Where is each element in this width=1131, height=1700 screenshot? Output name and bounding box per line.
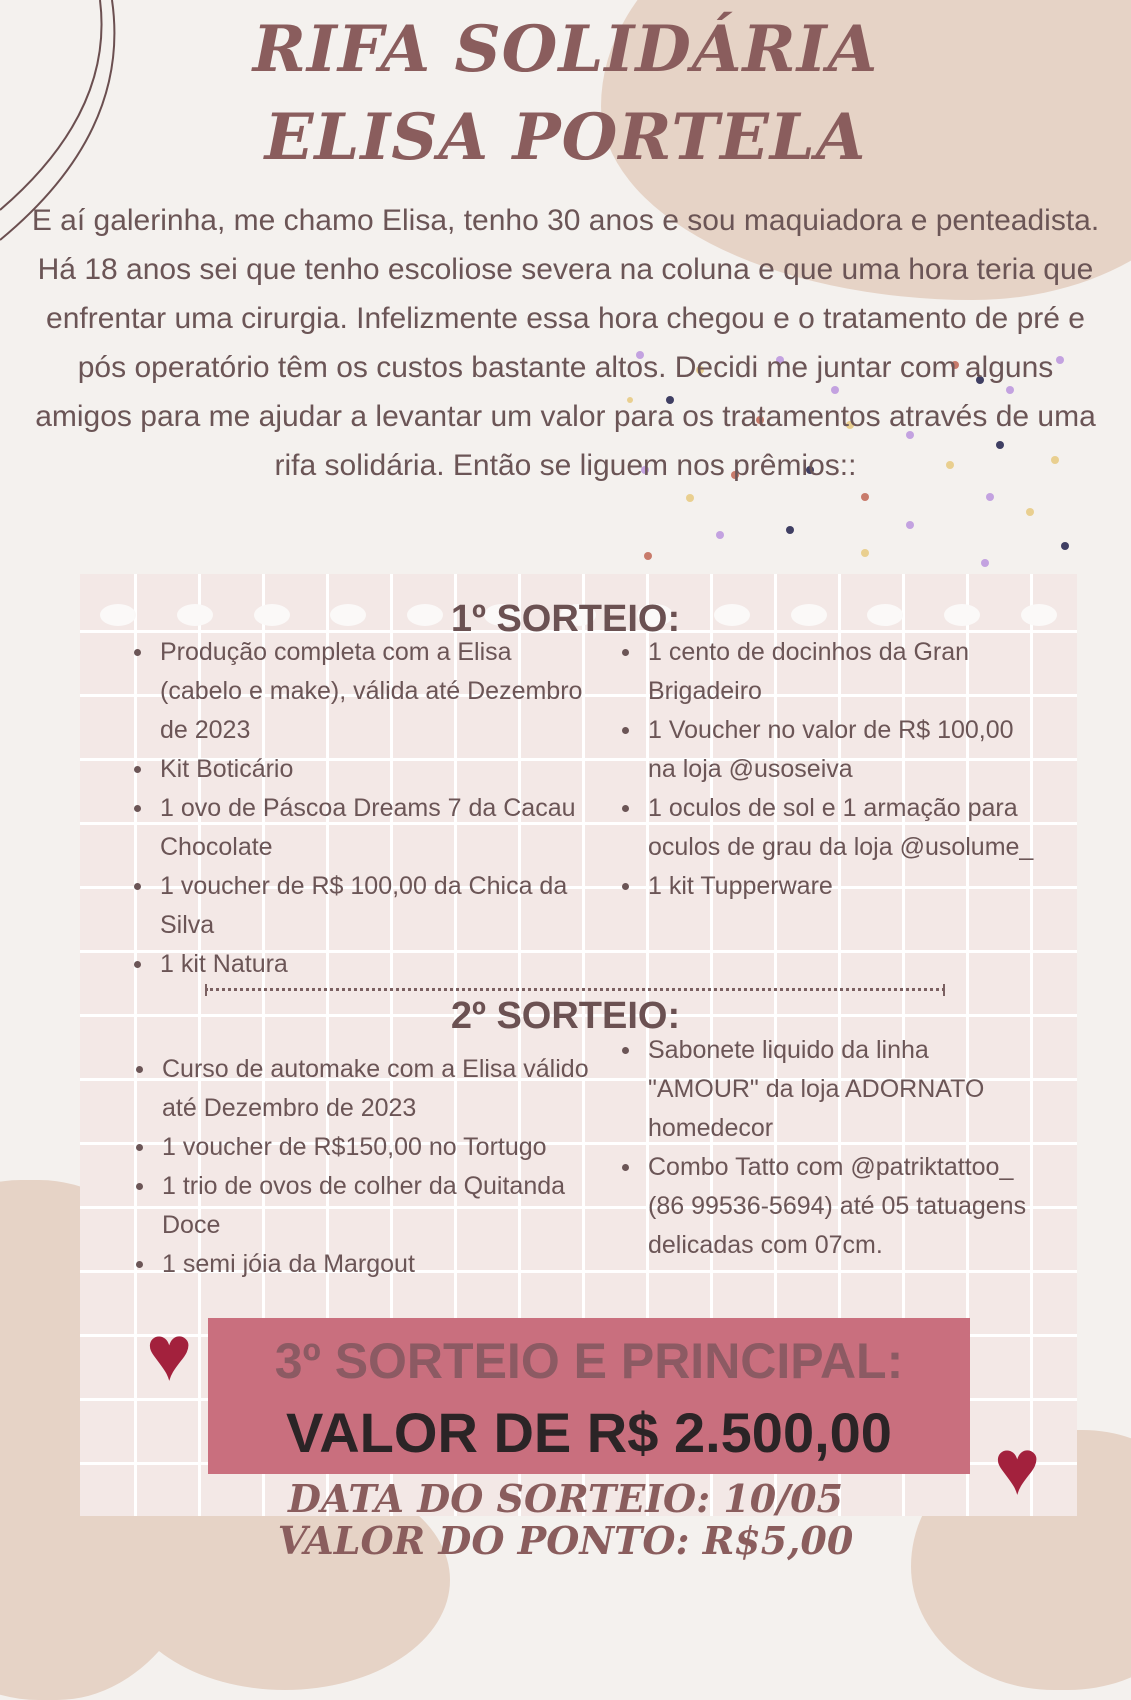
- draw-2-title: 2º SORTEIO:: [450, 995, 681, 1037]
- prize-item: 1 trio de ovos de colher da Quitanda Doce: [162, 1167, 607, 1245]
- prize-item: Sabonete liquido da linha "AMOUR" da loja ADORNATO homedecor: [648, 1031, 1043, 1148]
- prize-item: Kit Boticário: [160, 750, 590, 789]
- draw-1-title: 1º SORTEIO:: [450, 598, 681, 640]
- intro-paragraph: E aí galerinha, me chamo Elisa, tenho 30 anos e sou maquiadora e penteadista. Há 18 anos sei que tenho escoliose severa na coluna e que uma hora teria que enfrentar uma cirurgia. Infelizmente essa hora chegou e o tratamento de pré e pós operatório têm os custos bastante altos. Decidi me juntar com alguns amigos para me ajudar a levantar um valor para os tratamentos através de uma rifa solidária. Então se liguem nos prêmios::: [31, 204, 1100, 482]
- draw-3-title: 3º SORTEIO E PRINCIPAL:: [274, 1333, 904, 1389]
- heart-icon: ♥: [146, 1309, 193, 1397]
- prize-item: 1 cento de docinhos da Gran Brigadeiro: [648, 633, 1043, 711]
- prize-item: 1 oculos de sol e 1 armação para oculos de grau da loja @usolume_: [648, 789, 1043, 867]
- draw-1-prizes-right: [648, 633, 1043, 906]
- prize-item: Combo Tatto com @patriktattoo_ (86 99536-5694) até 05 tatuagens delicadas com 07cm.: [648, 1148, 1043, 1265]
- main-prize-box: [208, 1318, 970, 1474]
- prize-item: 1 voucher de R$ 100,00 da Chica da Silva: [160, 867, 590, 945]
- dotted-divider: [205, 988, 945, 991]
- prize-item: 1 voucher de R$150,00 no Tortugo: [162, 1128, 607, 1167]
- page-title-line-2: ELISA PORTELA: [264, 100, 867, 175]
- prize-item: 1 kit Tupperware: [648, 867, 1043, 906]
- page-title-line-1: RIFA SOLIDÁRIA: [252, 12, 879, 87]
- draw-2-prizes-right: [648, 1031, 1043, 1265]
- draw-date: DATA DO SORTEIO: 10/05: [287, 1476, 844, 1521]
- prize-item: 1 kit Natura: [160, 945, 590, 984]
- prize-item: Curso de automake com a Elisa válido até Dezembro de 2023: [162, 1050, 607, 1128]
- heart-icon: ♥: [994, 1423, 1041, 1511]
- ticket-price: VALOR DO PONTO: R$5,00: [277, 1518, 854, 1563]
- main-prize-value: VALOR DE R$ 2.500,00: [286, 1401, 892, 1464]
- prize-item: Produção completa com a Elisa (cabelo e make), válida até Dezembro de 2023: [160, 633, 590, 750]
- prize-item: 1 ovo de Páscoa Dreams 7 da Cacau Chocolate: [160, 789, 590, 867]
- draw-2-prizes-left: [162, 1050, 607, 1284]
- prize-item: 1 semi jóia da Margout: [162, 1245, 607, 1284]
- draw-1-prizes-left: [160, 633, 590, 984]
- prize-item: 1 Voucher no valor de R$ 100,00 na loja @usoseiva: [648, 711, 1043, 789]
